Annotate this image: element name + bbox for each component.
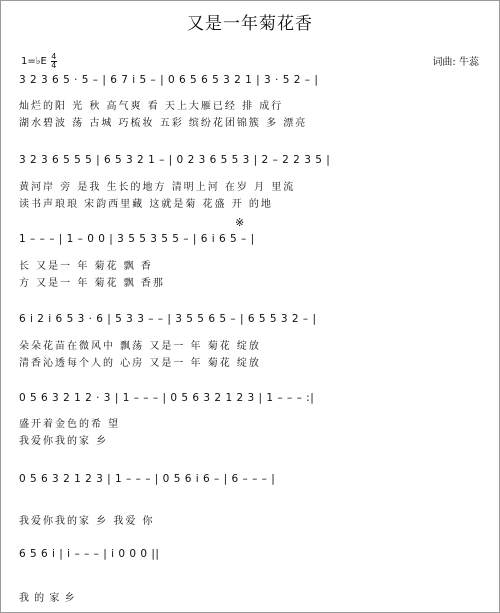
lyric-line-2b: 读书声琅琅 宋韵西里藏 这就是菊 花盛 开 的地 [19, 199, 273, 210]
notation-line-1: 3 2 3 6 5 · 5 – | 6 7 i 5 – | 0 6 5 6 5 3 2 1 | 3 · 5 2 – | [19, 74, 319, 86]
notation-line-5: 0 5 6 3 2 1 2 · 3 | 1 – – – | 0 5 6 3 2 1 2 3 | 1 – – – :| [19, 392, 315, 404]
time-signature [51, 53, 57, 70]
lyric-line-3b: 方 又是一 年 菊花 飘 香那 [19, 278, 165, 289]
lyric-line-4a: 朵朵花苗在微风中 飘荡 又是一 年 菊花 绽放 [19, 341, 261, 352]
lyric-line-1a: 灿烂的阳 光 秋 高气爽 看 天上大雁已经 排 成行 [19, 101, 284, 112]
lyric-line-6a: 我爱你我的家 乡 我爱 你 [19, 516, 155, 527]
key-label: 1=♭E [21, 56, 47, 67]
lyric-line-7a: 我 的 家 乡 [19, 593, 76, 604]
notation-line-2: 3 2 3 6 5 5 5 | 6 5 3 2 1 – | 0 2 3 6 5 5 3 | 2 – 2 2 3 5 | [19, 154, 331, 166]
lyric-line-3a: 长 又是一 年 菊花 飘 香 [19, 261, 153, 272]
time-top: 4 [51, 52, 57, 61]
lyric-line-4b: 清香沁透每个人的 心房 又是一 年 菊花 绽放 [19, 358, 261, 369]
notation-line-4: 6 i 2 i 6 5 3 · 6 | 5 3 3 – – | 3 5 5 6 5 – | 6 5 5 3 2 – | [19, 313, 317, 325]
notation-line-7: 6 5 6 i | i – – – | i 0 0 0 || [19, 548, 160, 560]
credit: 词曲: 牛蕊 [432, 57, 479, 68]
key-signature [21, 53, 57, 70]
segno-mark: ※ [235, 216, 245, 229]
lyric-line-5a: 盛开着金色的希 望 [19, 419, 121, 430]
notation-line-6: 0 5 6 3 2 1 2 3 | 1 – – – | 0 5 6 i 6 – | 6 – – – | [19, 473, 276, 485]
time-bottom: 4 [51, 61, 57, 70]
lyric-line-2a: 黄河岸 旁 是我 生长的地方 清明上河 在岁 月 里流 [19, 182, 296, 193]
notation-line-3: 1 – – – | 1 – 0 0 | 3 5 5 3 5 5 – | 6 i 6 5 – | [19, 233, 255, 245]
song-title: 又是一年菊花香 [187, 14, 313, 34]
lyric-line-5b: 我爱你我的家 乡 [19, 436, 109, 447]
lyric-line-1b: 湖水碧波 荡 古城 巧梳妆 五彩 缤纷花团锦簇 多 漂亮 [19, 118, 308, 129]
